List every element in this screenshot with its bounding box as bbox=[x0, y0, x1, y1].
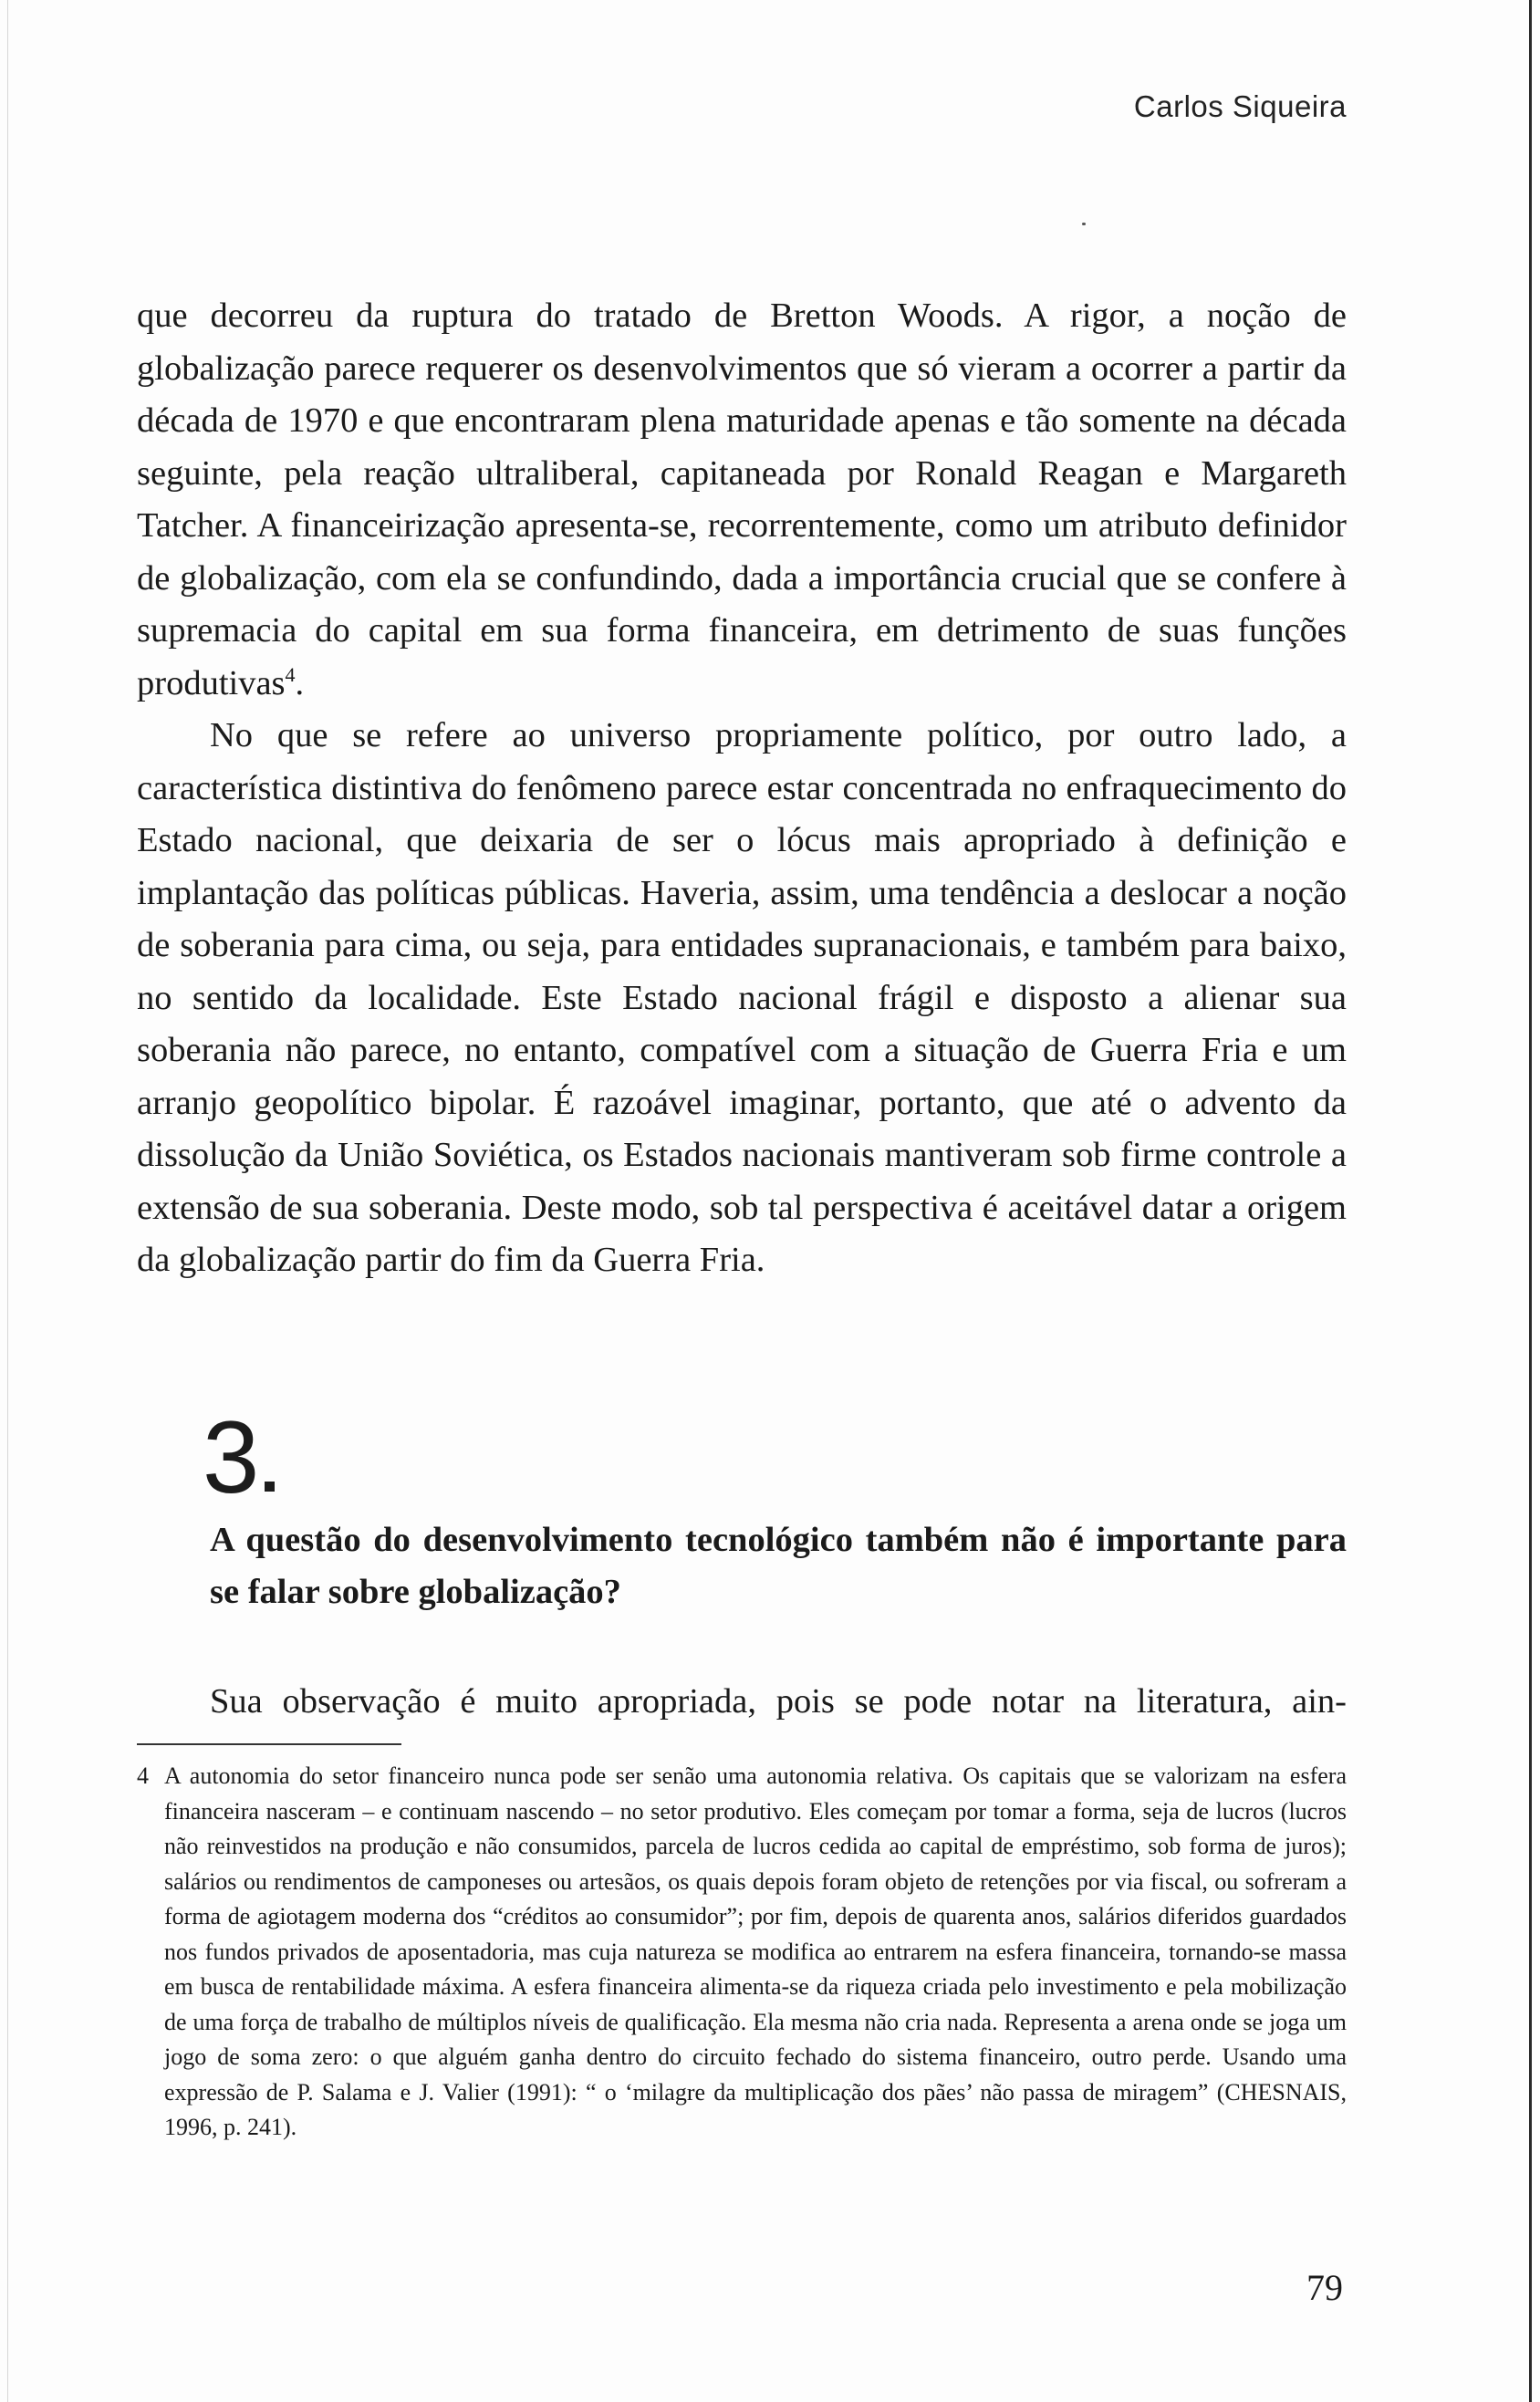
section-bullet-icon bbox=[265, 1482, 275, 1492]
page-right-edge bbox=[1529, 0, 1532, 2402]
footnote-divider bbox=[137, 1743, 401, 1745]
running-head-author: Carlos Siqueira bbox=[1133, 89, 1347, 123]
paragraph-1-text: que decorreu da ruptura do tratado de Bretton Woods. A rigor, a noção de globalização parece requerer os desenvolvimentos que só vieram a ocorrer a partir da década de 1970 e que encontraram plena maturidade apenas e tão somente na década seguinte, pela reação ultraliberal, capitaneada por Ronald Reagan e Margareth Tatcher. A financeirização apresenta-se, recorrentemente, como um atributo definidor de globalização, com ela se confundindo, dada a importância crucial que se confere à supremacia do capital em sua forma financeira, em detrimento de suas funções produtivas bbox=[137, 296, 1347, 702]
footnote bbox=[137, 1759, 1347, 2146]
paragraph-2: No que se refere ao universo propriamente político, por outro lado, a característica distintiva do fenômeno parece estar concentrada no enfraquecimento do Estado nacional, que deixaria de ser o lócus mais apropriado à definição e implantação das políticas públicas. Haveria, assim, uma tendência a deslocar a noção de soberania para cima, ou seja, para entidades supranacionais, e também para baixo, no sentido da localidade. Este Estado nacional frágil e disposto a alienar sua soberania não parece, no entanto, compatível com a situação de Guerra Fria e um arranjo geopolítico bipolar. É razoável imaginar, portanto, que até o advento da dissolução da União Soviética, os Estados nacionais mantiveram sob firme controle a extensão de sua soberania. Deste modo, sob tal perspectiva é aceitável datar a origem da globalização partir do fim da Guerra Fria. bbox=[137, 716, 1347, 1279]
paragraph-1 bbox=[137, 290, 1347, 710]
footnote-text: A autonomia do setor financeiro nunca pode ser senão uma autonomia relativa. Os capitais que se valorizam na esfera financeira nasceram – e continuam nascendo – no setor produtivo. Eles começam por tomar a forma, seja de lucros (lucros não reinvestidos na produção e não consumidos, parcela de lucros cedida ao capital de empréstimo, sob forma de juros); salários ou rendimentos de camponeses ou artesãos, os quais depois foram objeto de retenções por via fiscal, ou sofreram a forma de agiotagem moderna dos “créditos ao consumidor”; por fim, depois de quarenta anos, salários diferidos guardados nos fundos privados de aposentadoria, mas cuja natureza se modifica ao entrarem na esfera financeira, tornando-se massa em busca de rentabilidade máxima. A esfera financeira alimenta-se da riqueza criada pelo investimento e pela mobilização de uma força de trabalho de múltiplos níveis de qualificação. Ela mesma não cria nada. Representa a arena onde se joga um jogo de soma zero: o que alguém ganha dentro do circuito fechado do sistema financeiro, outro perde. Usando uma expressão de P. Salama e J. Valier (1991): “ o ‘milagre da multiplicação dos pães’ não passa de miragem” (CHESNAIS, 1996, p. 241). bbox=[164, 1763, 1347, 2140]
paragraph-1-tail: . bbox=[295, 663, 305, 702]
body-text bbox=[137, 290, 1347, 1287]
page-number: 79 bbox=[1306, 2267, 1343, 2308]
section-number: 3 bbox=[203, 1400, 260, 1514]
section-question: A questão do desenvolvimento tecnológico também não é importante para se falar sobre globalização? bbox=[210, 1521, 1347, 1611]
footnote-number: 4 bbox=[137, 1763, 149, 1789]
page-left-edge bbox=[7, 0, 8, 2402]
answer-paragraph-start: Sua observação é muito apropriada, pois se pode notar na literatura, ain- bbox=[210, 1682, 1347, 1721]
scan-speck bbox=[1082, 223, 1086, 225]
footnote-reference: 4 bbox=[285, 662, 296, 686]
